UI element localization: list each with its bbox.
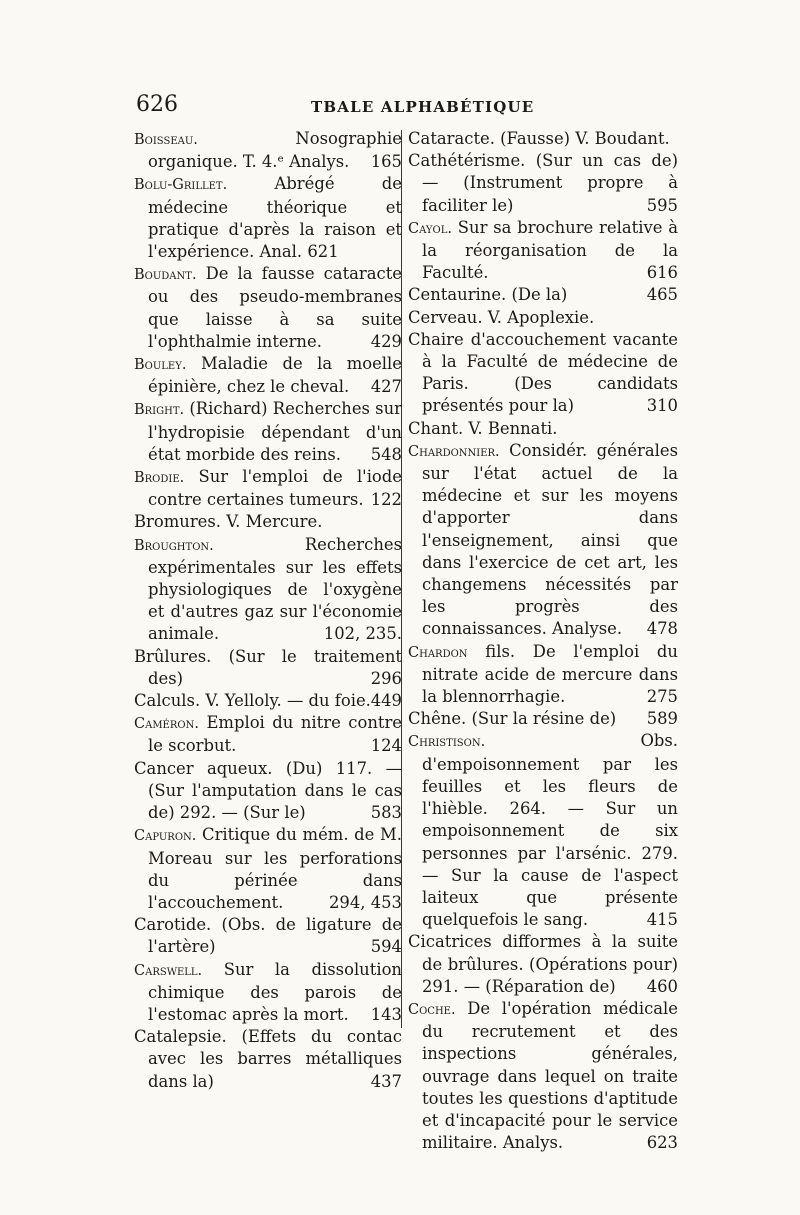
entry-text: Considér. générales sur l'état actuel de la médecine et sur les moyens d'apporter dans l'enseignement, ainsi que dans l'exercice de cet art, les changemens nécessités par les progrès des connaissances. Analyse. bbox=[422, 440, 678, 639]
entry-pages: 143 bbox=[370, 1004, 402, 1024]
index-entry bbox=[134, 173, 402, 263]
entry-text: Cicatrices difformes à la suite de brûlures. (Opérations pour) 291. — (Réparation de) bbox=[408, 932, 678, 996]
index-entry bbox=[408, 307, 678, 329]
entry-pages: 460 bbox=[646, 976, 678, 996]
entry-pages: 594 bbox=[370, 937, 402, 957]
entry-pages: 294, 453 bbox=[329, 892, 402, 912]
index-entry bbox=[134, 534, 402, 646]
entry-name: Chardonnier. bbox=[408, 443, 500, 460]
entry-pages: 102, 235. bbox=[323, 624, 402, 644]
entry-name: Bouley. bbox=[134, 357, 187, 374]
entry-pages: 465 bbox=[646, 285, 678, 305]
left-column bbox=[134, 128, 402, 1093]
entry-text: Abrégé de médecine théorique et pratique d'après la raison et l'expérience. Anal. 621 bbox=[148, 174, 402, 262]
entry-pages: 437 bbox=[370, 1071, 402, 1091]
entry-pages: 583 bbox=[370, 803, 402, 823]
index-entry bbox=[408, 329, 678, 418]
entry-name: Bolu-Grillet. bbox=[134, 177, 228, 194]
entry-pages: 310 bbox=[646, 396, 678, 416]
index-entry bbox=[408, 440, 678, 641]
index-entry bbox=[134, 466, 402, 511]
entry-pages: 124 bbox=[370, 736, 402, 756]
index-entry bbox=[134, 914, 402, 958]
index-entry bbox=[408, 641, 678, 709]
entry-name: Broughton. bbox=[134, 537, 214, 554]
entry-pages: 122 bbox=[370, 490, 402, 510]
entry-text: Cerveau. V. Apoplexie. bbox=[408, 307, 595, 327]
entry-text: De la fausse cataracte ou des pseudo-membranes que laisse à sa suite l'ophthalmie interne. bbox=[148, 264, 402, 351]
index-entry bbox=[134, 398, 402, 466]
entry-text: Calculs. V. Yelloly. — du foie. bbox=[134, 691, 371, 711]
index-entry bbox=[134, 128, 402, 173]
index-entry bbox=[134, 646, 402, 690]
right-column bbox=[408, 128, 678, 1154]
entry-text: Nosographie organique. T. 4.ᵉ Analys. bbox=[148, 129, 402, 172]
index-entry bbox=[134, 263, 402, 353]
entry-pages: 595 bbox=[646, 195, 678, 215]
entry-name: Coche. bbox=[408, 1001, 456, 1018]
entry-name: Chardon bbox=[408, 644, 468, 661]
entry-text: Cataracte. (Fausse) V. Boudant. bbox=[408, 129, 670, 148]
entry-name: Carswell. bbox=[134, 962, 203, 979]
entry-text: Catalepsie. (Effets du contac avec les barres métalliques dans la) bbox=[134, 1027, 402, 1091]
entry-name: Boisseau. bbox=[134, 132, 198, 148]
index-entry bbox=[134, 511, 402, 533]
entry-pages: 548 bbox=[370, 444, 402, 464]
running-head: TBALE ALPHABÉTIQUE bbox=[311, 98, 535, 116]
entry-pages: 415 bbox=[646, 910, 678, 930]
entry-text: Sur l'emploi de l'iode contre certaines tumeurs. bbox=[148, 467, 402, 510]
entry-name: Cayol. bbox=[408, 220, 452, 237]
entry-pages: 449 bbox=[370, 691, 402, 711]
index-entry bbox=[408, 284, 678, 306]
entry-text: Recherches expérimentales sur les effets physiologiques de l'oxygène et d'autres gaz sur l'économie animale. bbox=[148, 534, 402, 644]
entry-pages: 296 bbox=[370, 668, 402, 688]
index-entry bbox=[408, 708, 678, 730]
entry-pages: 478 bbox=[646, 619, 678, 639]
index-entry bbox=[408, 998, 678, 1154]
index-entry bbox=[408, 931, 678, 998]
entry-text: De l'opération médicale du recrutement et des inspections générales, ouvrage dans lequel on traite toutes les questions d'aptitude et d'incapacité pour le service militaire. Analys. bbox=[422, 998, 678, 1153]
entry-name: Capuron. bbox=[134, 828, 197, 845]
index-entry bbox=[408, 217, 678, 285]
entry-text: (Richard) Recherches sur l'hydropisie dépendant d'un état morbide des reins. bbox=[148, 399, 402, 464]
entry-name: Bright. bbox=[134, 402, 185, 419]
entry-text: Bromures. V. Mercure. bbox=[134, 512, 323, 532]
entry-text: Centaurine. (De la) bbox=[408, 285, 568, 305]
entry-text: Sur la dissolution chimique des parois de l'estomac après la mort. bbox=[148, 959, 402, 1024]
index-entry bbox=[408, 128, 678, 150]
entry-text: Sur sa brochure relative à la réorganisation de la Faculté. bbox=[422, 217, 678, 283]
entry-pages: 589 bbox=[646, 709, 678, 729]
entry-text: Cathétérisme. (Sur un cas de) — (Instrument propre à faciliter le) bbox=[408, 151, 678, 215]
index-entry bbox=[134, 712, 402, 757]
entry-name: Christison. bbox=[408, 734, 486, 751]
entry-text: Chêne. (Sur la résine de) bbox=[408, 709, 617, 729]
index-entry bbox=[408, 150, 678, 217]
entry-text: fils. De l'emploi du nitrate acide de mercure dans la blennorrhagie. bbox=[422, 641, 678, 707]
index-entry bbox=[134, 824, 402, 914]
entry-pages: 623 bbox=[646, 1133, 678, 1153]
index-entry bbox=[408, 730, 678, 931]
entry-name: Boudant. bbox=[134, 267, 197, 284]
index-entry bbox=[134, 1026, 402, 1093]
entry-pages: 275 bbox=[646, 687, 678, 707]
entry-text: Chaire d'accouchement vacante à la Faculté de médecine de Paris. (Des candidats présentés pour la) bbox=[408, 329, 678, 416]
entry-text: Brûlures. (Sur le traitement des) bbox=[134, 646, 402, 688]
entry-pages: 165 bbox=[370, 152, 402, 172]
page-number: 626 bbox=[136, 92, 178, 117]
entry-pages: 427 bbox=[370, 377, 402, 397]
entry-text: Obs. d'empoisonnement par les feuilles et les fleurs de l'hièble. 264. — Sur un empoisonnement de six personnes par l'arsénic. 279. — Sur la cause de l'aspect laiteux que présente quelquefois le sang. bbox=[422, 731, 678, 930]
entry-text: Carotide. (Obs. de ligature de l'artère) bbox=[134, 915, 402, 957]
index-entry bbox=[408, 418, 678, 440]
index-entry bbox=[134, 959, 402, 1027]
page-header bbox=[136, 92, 666, 126]
entry-pages: 429 bbox=[370, 331, 402, 351]
entry-text: Chant. V. Bennati. bbox=[408, 418, 558, 438]
index-entry bbox=[134, 690, 402, 712]
entry-text: Emploi du nitre contre le scorbut. bbox=[148, 713, 402, 756]
entry-text: Maladie de la moelle épinière, chez le cheval. bbox=[148, 354, 402, 397]
index-entry bbox=[134, 758, 402, 825]
index-entry bbox=[134, 353, 402, 398]
entry-text: Cancer aqueux. (Du) 117. — (Sur l'amputation dans le cas de) 292. — (Sur le) bbox=[134, 758, 402, 823]
entry-pages: 616 bbox=[646, 263, 678, 283]
entry-text: Critique du mém. de M. Moreau sur les perforations du périnée dans l'accouchement. bbox=[148, 825, 402, 912]
entry-name: Brodie. bbox=[134, 470, 185, 487]
entry-name: Caméron. bbox=[134, 716, 199, 733]
